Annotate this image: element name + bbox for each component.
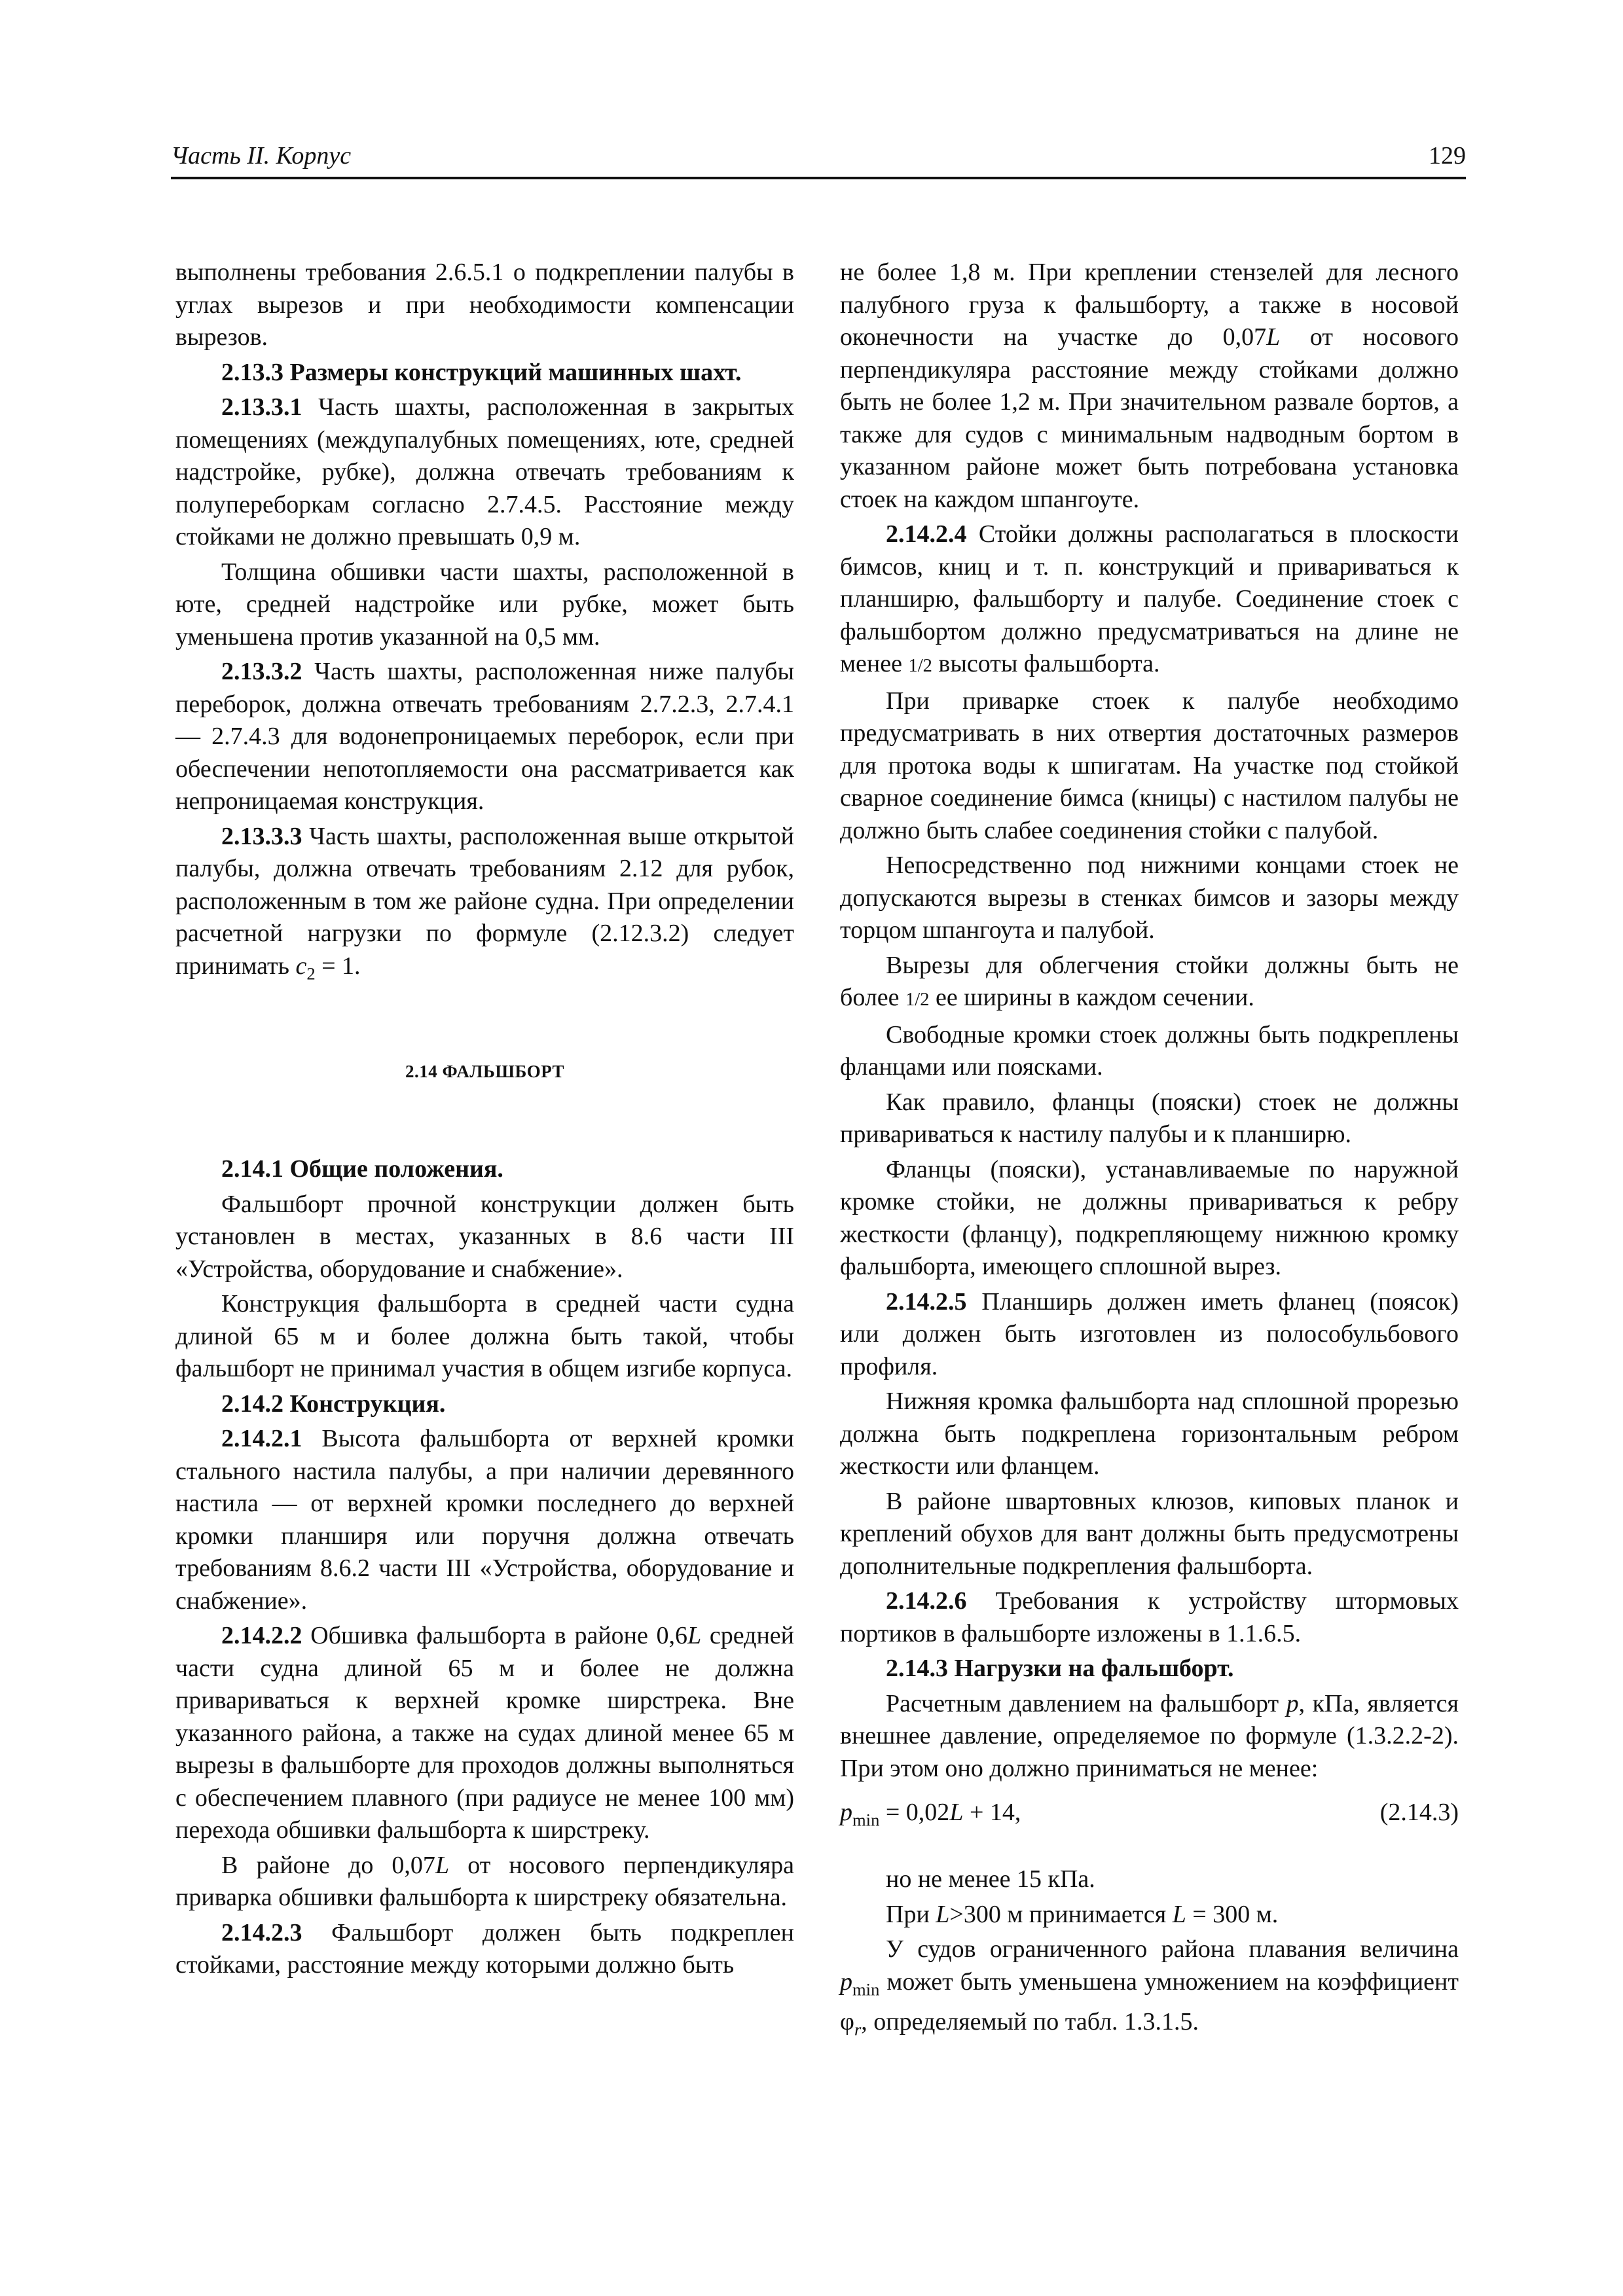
math-var: L xyxy=(687,1622,702,1650)
header-section-title: Часть II. Корпус xyxy=(171,142,352,170)
paragraph-text: >300 м принимается xyxy=(949,1900,1173,1928)
paragraph-text: = 300 м. xyxy=(1186,1900,1279,1928)
formula-expression xyxy=(840,1797,1021,1837)
paragraph-text: Расчетным давлением на фальшборт xyxy=(886,1689,1286,1717)
paragraph-text: В районе до 0,07 xyxy=(221,1851,435,1879)
math-var: c xyxy=(295,952,307,980)
math-var: L xyxy=(435,1851,450,1879)
math-var: L xyxy=(1266,323,1281,351)
paragraph-2-13-3-3 xyxy=(175,821,794,990)
paragraph-2-14-2-2 xyxy=(175,1620,794,1847)
paragraph-2-13-3-1 xyxy=(175,391,794,554)
formula-text: = 0,02 xyxy=(879,1799,950,1826)
paragraph-2-14-2-6 xyxy=(840,1585,1459,1650)
paragraph-text: Часть шахты, расположенная в закрытых помещениях (междупалубных помещениях, юте, средней надстройке, рубке), должна отвечать требованиям к полупереборкам согласно 2.7.4.5. Расстояние между стойками не должно превышать 0,9 м. xyxy=(175,393,794,550)
formula-2-14-3 xyxy=(840,1797,1459,1836)
clause-number: 2.14.2.1 xyxy=(221,1425,302,1453)
paragraph xyxy=(840,1688,1459,1785)
paragraph xyxy=(840,950,1459,1016)
clause-number: 2.13.3.2 xyxy=(221,658,302,685)
clause-number: 2.14.2.3 xyxy=(221,1918,302,1946)
paragraph-text: от носового перпендикуляра приварка обшивки фальшборта к ширстреку обязательна. xyxy=(175,1851,794,1912)
paragraph: Свободные кромки стоек должны быть подкреплены фланцами или поясками. xyxy=(840,1020,1459,1081)
paragraph-2-14-2-1 xyxy=(175,1423,794,1617)
left-column xyxy=(175,257,794,1984)
math-subscript: 2 xyxy=(306,963,316,984)
paragraph-text: Высота фальшборта от верхней кромки стального настила палубы, а при наличии деревянного настила — от верхней кромки последнего до верхней кромки планширя или поручня должна отвечать требованиям 8.6.2 части III «Устройства, оборудование и снабжение». xyxy=(175,1425,794,1615)
paragraph-text: Часть шахты, расположенная выше открытой палубы, должна отвечать требованиям 2.12 для рубок, расположенным в том же районе судна. При определении расчетной нагрузки по формуле (2.12.3.2) следует принимать xyxy=(175,822,794,980)
math-var: p xyxy=(840,1799,852,1826)
paragraph-2-13-3-2 xyxy=(175,656,794,818)
math-var: p xyxy=(840,1967,852,1996)
clause-number: 2.13.3.3 xyxy=(221,822,302,850)
clause-number: 2.14.2.6 xyxy=(886,1587,967,1615)
paragraph-text: Планширь должен иметь фланец (поясок) или должен быть изготовлен из полособульбового профиля. xyxy=(840,1287,1459,1380)
heading-2-13-3: 2.13.3 Размеры конструкций машинных шахт. xyxy=(221,358,742,386)
clause-number: 2.14.2.5 xyxy=(886,1287,967,1316)
paragraph: Толщина обшивки части шахты, расположенной в юте, средней надстройке или рубке, может быть уменьшена против указанной на 0,5 мм. xyxy=(175,558,794,651)
paragraph: Конструкция фальшборта в средней части судна длиной 65 м и более должна быть такой, чтобы фальшборт не принимал участия в общем изгибе корпуса. xyxy=(175,1290,794,1383)
paragraph xyxy=(840,1933,1459,2046)
paragraph-2-14-2-5 xyxy=(840,1286,1459,1384)
paragraph-text: Фальшборт должен быть подкреплен стойками, расстояние между которыми должно быть xyxy=(175,1918,794,1979)
paragraph-text: от носового перпендикуляра расстояние между стойками должно быть не более 1,2 м. При значительном развале бортов, а также для судов с минимальным надводным бортом в указанном районе может быть потребована установка стоек на каждом шпангоуте. xyxy=(840,323,1459,513)
paragraph xyxy=(840,257,1459,516)
clause-number: 2.14.2.4 xyxy=(886,520,967,548)
math-subscript: min xyxy=(852,1810,880,1830)
paragraph: Фальшборт прочной конструкции должен быть установлен в местах, указанных в 8.6 части III «Устройства, оборудование и снабжение». xyxy=(175,1190,794,1283)
paragraph-text: высоты фальшборта. xyxy=(932,650,1160,677)
paragraph-text: Обшивка фальшборта в районе 0,6 xyxy=(302,1622,688,1650)
paragraph xyxy=(175,1850,794,1914)
paragraph-text: Вырезы для облегчения стойки должны быть не более xyxy=(840,951,1459,1011)
paragraph: В районе швартовных клюзов, киповых планок и креплений обухов для вант должны быть предусмотрены дополнительные подкрепления фальшборта. xyxy=(840,1487,1459,1580)
paragraph: но не менее 15 кПа. xyxy=(886,1865,1095,1893)
paragraph: Как правило, фланцы (пояски) стоек не должны привариваться к настилу палубы и к планширю. xyxy=(840,1088,1459,1148)
heading-2-14-1: 2.14.1 Общие положения. xyxy=(221,1155,503,1183)
heading-2-14-2: 2.14.2 Конструкция. xyxy=(221,1390,446,1418)
fraction: 1/2 xyxy=(908,656,932,676)
formula-number: (2.14.3) xyxy=(1379,1799,1459,1826)
page-number: 129 xyxy=(1429,142,1466,170)
paragraph-text: , определяемый по табл. 1.3.1.5. xyxy=(861,2007,1199,2036)
section-title: 2.14 ФАЛЬШБОРТ xyxy=(405,1061,565,1081)
paragraph-text: У судов ограниченного района плавания величина xyxy=(886,1935,1459,1963)
fraction: 1/2 xyxy=(905,990,930,1010)
paragraph-text: средней части судна длиной 65 м и более не должна привариваться к верхней кромке ширстрека. Вне указанного района, а также на судах длиной менее 65 м вырезы в фальшборте для проходов должны выполняться с обеспечением плавного (при радиусе не менее 100 мм) перехода обшивки фальшборта к ширстреку. xyxy=(175,1622,795,1844)
paragraph-text: При xyxy=(886,1900,936,1928)
paragraph-text: = 1. xyxy=(315,952,361,980)
clause-number: 2.13.3.1 xyxy=(221,393,302,421)
math-var: p xyxy=(1286,1689,1299,1717)
paragraph-text: Стойки должны располагаться в плоскости бимсов, книц и т. п. конструкций и привариваться к планширю, фальшборту и палубе. Соединение стоек с фальшбортом должно предусматриваться на длине не менее xyxy=(840,520,1459,677)
paragraph: При приварке стоек к палубе необходимо предусматривать в них отвертия достаточных размеров для протока воды к шпигатам. На участке под стойкой сварное соединение бимса (кницы) с настилом палубы не должно быть слабее соединения стойки с палубой. xyxy=(840,687,1459,844)
paragraph: Фланцы (пояски), устанавливаемые по наружной кромке стойки, не должны привариваться к ребру жесткости (фланцу), подкрепляющему нижнюю кромку фальшборта, имеющего сплошной вырез. xyxy=(840,1155,1459,1280)
paragraph-text: ее ширины в каждом сечении. xyxy=(929,984,1254,1011)
clause-number: 2.14.2.2 xyxy=(221,1622,302,1650)
paragraph-text: Часть шахты, расположенная ниже палубы переборок, должна отвечать требованиям 2.7.2.3, 2.7.4.1 — 2.7.4.3 для водонепроницаемых переборок, если при обеспечении непотопляемости она рассматривается как непроницаемая конструкция. xyxy=(175,658,794,815)
header-rule xyxy=(171,177,1466,179)
math-var: L xyxy=(949,1799,964,1826)
math-var: L xyxy=(1172,1900,1186,1928)
paragraph-text: Требования к устройству штормовых портиков в фальшборте изложены в 1.1.6.5. xyxy=(840,1587,1459,1647)
paragraph: Непосредственно под нижними концами стоек не допускаются вырезы в стенках бимсов и зазоры между торцом шпангоута и палубой. xyxy=(840,852,1459,944)
paragraph xyxy=(840,1899,1459,1931)
paragraph-text: не более 1,8 м. При креплении стензелей для лесного палубного груза к фальшборту, а также в носовой оконечности на участке до 0,07 xyxy=(840,259,1459,351)
paragraph-text: , кПа, является внешнее давление, определяемое по формуле (1.3.2.2-2). При этом оно должно приниматься не менее: xyxy=(840,1689,1459,1782)
right-column xyxy=(840,257,1459,2049)
math-subscript: min xyxy=(852,1979,880,2000)
paragraph-2-14-2-4 xyxy=(840,518,1459,683)
math-subscript: r xyxy=(854,2019,862,2039)
paragraph-text: может быть уменьшена умножением на коэффициент φ xyxy=(840,1967,1459,2036)
heading-2-14-3: 2.14.3 Нагрузки на фальшборт. xyxy=(886,1655,1234,1682)
math-var: L xyxy=(936,1900,950,1928)
paragraph: Нижняя кромка фальшборта над сплошной прорезью должна быть подкреплена горизонтальным ребром жесткости или фланцем. xyxy=(840,1388,1459,1480)
formula-text: + 14, xyxy=(963,1799,1021,1826)
paragraph: выполнены требования 2.6.5.1 о подкреплении палубы в углах вырезов и при необходимости компенсации вырезов. xyxy=(175,259,794,351)
paragraph-2-14-2-3 xyxy=(175,1917,794,1982)
